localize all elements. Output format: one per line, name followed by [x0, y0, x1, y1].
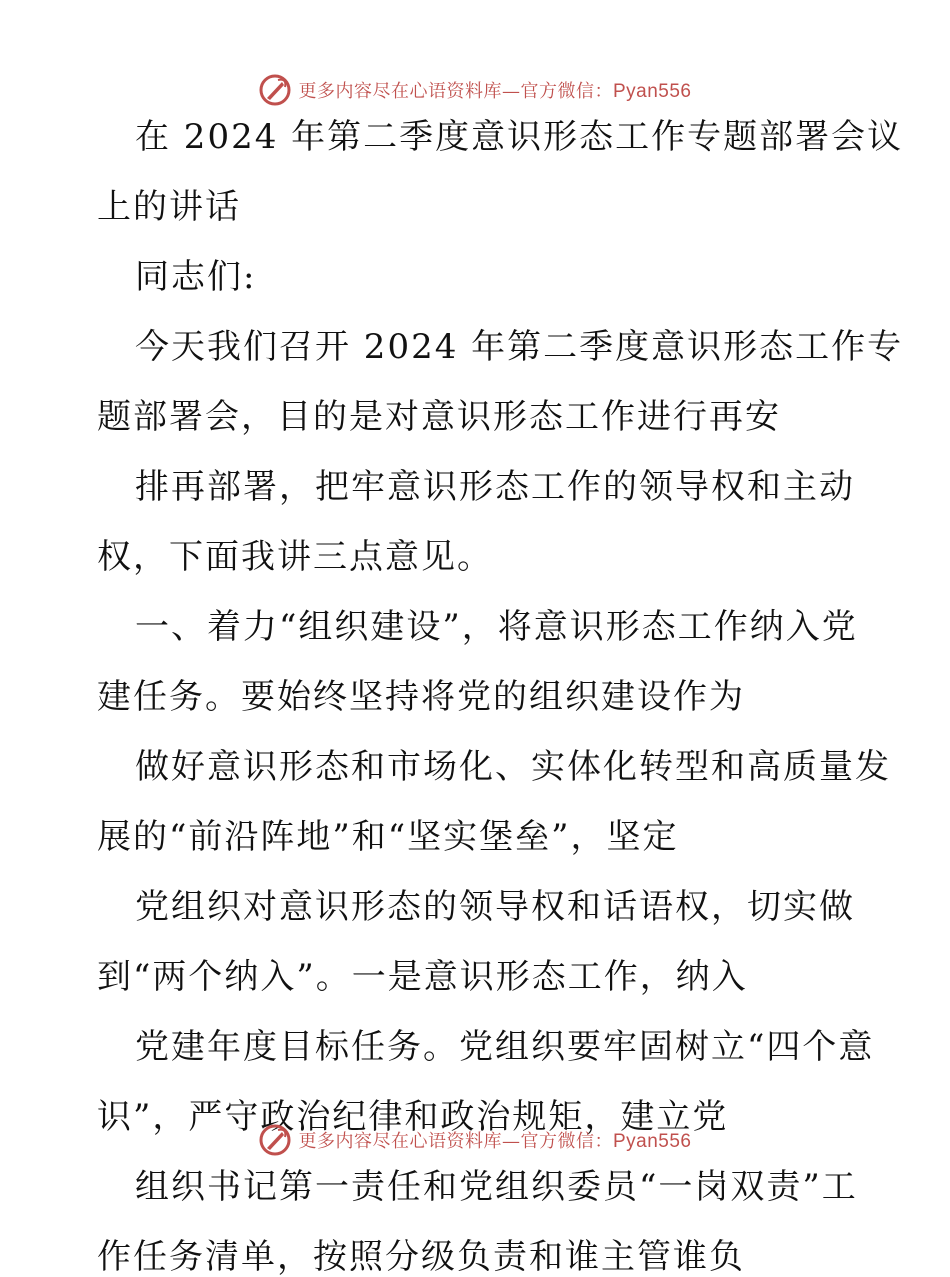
text-line: 识”，严守政治纪律和政治规矩，建立党: [97, 1097, 729, 1137]
text-line: 到“两个纳入”。一是意识形态工作，纳入: [97, 957, 748, 997]
text-line: 权，下面我讲三点意见。: [97, 537, 493, 577]
text-line: 党组织对意识形态的领导权和话语权，切实做: [135, 887, 855, 927]
title-line-2: 上的讲话: [97, 187, 241, 227]
text-line: 建任务。要始终坚持将党的组织建设作为: [97, 677, 745, 717]
footer-watermark: [0, 1120, 950, 1160]
text-line: 排再部署，把牢意识形态工作的领导权和主动: [135, 467, 855, 507]
watermark-text: 更多内容尽在心语资料库—官方微信：Pyan556: [298, 81, 692, 102]
quill-logo-icon: [258, 73, 292, 107]
title-line-1: 在 2024 年第二季度意识形态工作专题部署会议: [135, 117, 904, 157]
text-line: 题部署会，目的是对意识形态工作进行再安: [97, 397, 781, 437]
text-line: 组织书记第一责任和党组织委员“一岗双责”工: [135, 1167, 858, 1207]
quill-logo-icon: [258, 1123, 292, 1157]
text-line: 作任务清单，按照分级负责和谁主管谁负: [97, 1237, 745, 1277]
text-line: 今天我们召开 2024 年第二季度意识形态工作专: [135, 327, 904, 367]
speech-body: [97, 117, 904, 1277]
text-line: 党建年度目标任务。党组织要牢固树立“四个意: [135, 1027, 875, 1067]
watermark-text: 更多内容尽在心语资料库—官方微信：Pyan556: [298, 1131, 692, 1152]
text-line: 展的“前沿阵地”和“坚实堡垒”，坚定: [97, 817, 679, 857]
section-heading-1: 一、着力“组织建设”，将意识形态工作纳入党: [135, 607, 858, 647]
salutation: 同志们:: [135, 257, 257, 297]
text-line: 做好意识形态和市场化、实体化转型和高质量发: [135, 747, 891, 787]
header-watermark: [0, 70, 950, 110]
